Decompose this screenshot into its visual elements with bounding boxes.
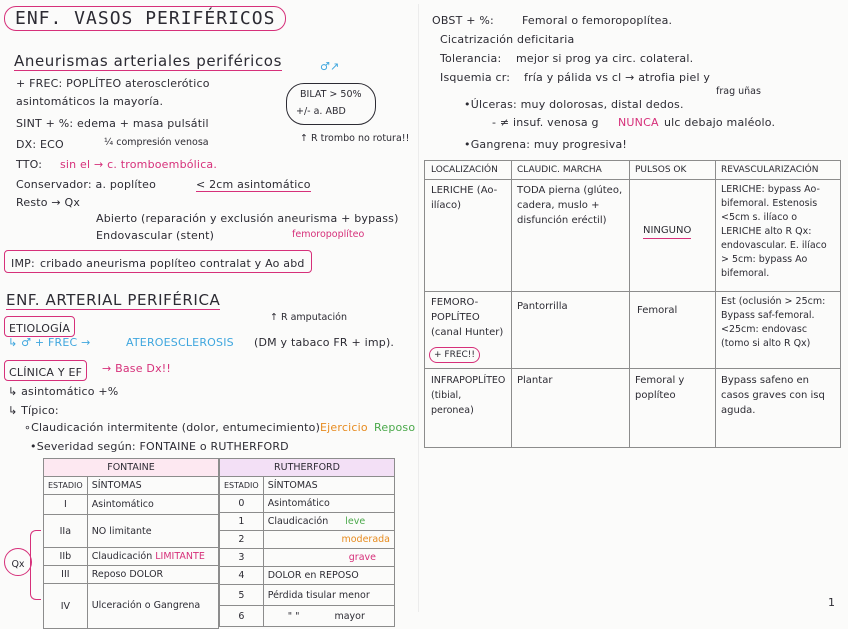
fontaine-limitante: LIMITANTE bbox=[155, 551, 205, 562]
tto-text: sin el → c. tromboembólica. bbox=[60, 158, 218, 171]
rutherford-table bbox=[219, 458, 395, 627]
fontaine-col-estadio: ESTADIO bbox=[44, 477, 88, 495]
table-hline bbox=[425, 368, 840, 369]
row-leriche-claud: TODA pierna (glúteo, cadera, muslo + disfunción eréctil) bbox=[517, 185, 623, 226]
rutherford-estadio: 3 bbox=[220, 549, 264, 567]
qx-label: Qx bbox=[11, 559, 25, 570]
aneurisma-sint: SINT + %: edema + masa pulsátil bbox=[16, 117, 209, 130]
mort-text: +/- a. ABD bbox=[296, 106, 346, 117]
rutherford-title: RUTHERFORD bbox=[220, 459, 395, 477]
etio-rest: (DM y tabaco FR + imp). bbox=[254, 336, 395, 349]
etiologia-box bbox=[4, 316, 75, 337]
tto-label: TTO: bbox=[16, 158, 43, 171]
rutherford-estadio: 2 bbox=[220, 531, 264, 549]
fontaine-sintomas: Ulceración o Gangrena bbox=[87, 584, 218, 629]
aneurisma-dx: DX: ECO bbox=[16, 138, 64, 151]
fontaine-sintomas: Claudicación bbox=[91, 551, 153, 562]
rutherford-sintomas-cell bbox=[263, 513, 394, 531]
localizacion-table bbox=[424, 160, 841, 448]
rutherford-sintomas-cell bbox=[263, 606, 394, 627]
tolerancia-label: Tolerancia: bbox=[440, 52, 502, 65]
rutherford-extra: leve bbox=[345, 516, 366, 527]
row-femoro-claud: Pantorrilla bbox=[517, 301, 568, 312]
row-leriche-pulsos: NINGUNO bbox=[643, 223, 691, 239]
aneurisma-dx-note: ¼ compresión venosa bbox=[104, 137, 209, 148]
fontaine-sintomas: Asintomático bbox=[87, 495, 218, 515]
insuf-prefix: - ≠ insuf. venosa g bbox=[492, 116, 599, 129]
column-divider bbox=[418, 4, 419, 612]
fontaine-col-sintomas: SÍNTOMAS bbox=[87, 477, 218, 495]
row-leriche-revasc: LERICHE: bypass Ao-bifemoral. Estenosis <5cm s. ilíaco o LERICHE alto R Qx: endovascular. E. ilíaco > 5cm: bypass Ao bifemoral. bbox=[721, 184, 827, 279]
fontaine-table bbox=[43, 458, 219, 629]
rutherford-sintomas: Pérdida tisular menor bbox=[263, 585, 394, 606]
page-title-box bbox=[4, 6, 286, 31]
row-leriche-loc: LERICHE (Ao-ilíaco) bbox=[431, 185, 498, 211]
isquemia-cont: frag uñas bbox=[716, 86, 761, 97]
table-vline bbox=[511, 161, 512, 447]
fontaine-estadio: IV bbox=[44, 584, 88, 629]
rutherford-col-sintomas: SÍNTOMAS bbox=[263, 477, 394, 495]
table-hline bbox=[425, 179, 840, 180]
header-localizacion: LOCALIZACIÓN bbox=[431, 165, 498, 175]
header-claudic: CLAUDIC. MARCHA bbox=[517, 165, 602, 175]
trombo-note: ↑ R trombo no rotura!! bbox=[300, 133, 410, 144]
rutherford-extra: moderada bbox=[341, 534, 390, 545]
ampu-note: ↑ R amputación bbox=[270, 312, 347, 323]
cicatrizacion-text: Cicatrización deficitaria bbox=[440, 33, 575, 46]
abierto-text: Abierto (reparación y exclusión aneurisma + bypass) bbox=[96, 212, 399, 225]
eap-asint: ↳ asintomático +% bbox=[8, 385, 119, 398]
right-column bbox=[420, 0, 848, 616]
etio-prefix: ↳ ♂ + FREC → bbox=[8, 336, 91, 349]
aneurismas-heading: Aneurismas arteriales periféricos bbox=[14, 52, 282, 70]
rutherford-sintomas-cell bbox=[263, 531, 394, 549]
left-column bbox=[0, 0, 418, 622]
insuf-nunca: NUNCA bbox=[618, 116, 659, 129]
aneurisma-asint: asintomáticos la mayoría. bbox=[16, 95, 164, 108]
rutherford-extra: mayor bbox=[334, 610, 365, 622]
tolerancia-text: mejor si prog ya circ. colateral. bbox=[516, 52, 694, 65]
conservador-value: < 2cm asintomático bbox=[196, 178, 311, 191]
rutherford-estadio: 0 bbox=[220, 495, 264, 513]
fontaine-estadio: III bbox=[44, 566, 88, 584]
fontaine-sintomas: Reposo DOLOR bbox=[87, 566, 218, 584]
ulceras-text: •Úlceras: muy dolorosas, distal dedos. bbox=[464, 98, 684, 111]
endo-note: femoropoplíteo bbox=[292, 229, 365, 240]
obst-text: Femoral o femoropoplítea. bbox=[522, 14, 673, 27]
rutherford-estadio: 1 bbox=[220, 513, 264, 531]
eap-heading: ENF. ARTERIAL PERIFÉRICA bbox=[6, 291, 221, 309]
rutherford-sintomas: DOLOR en REPOSO bbox=[263, 567, 394, 585]
gangrena-text: •Gangrena: muy progresiva! bbox=[464, 138, 628, 151]
male-sign: ♂↗ bbox=[320, 60, 340, 73]
fontaine-sintomas: NO limitante bbox=[87, 515, 218, 548]
clinica-box bbox=[4, 360, 87, 381]
etiologia-label: ETIOLOGÍA bbox=[9, 322, 71, 335]
isquemia-label: Isquemia cr: bbox=[440, 71, 511, 84]
claudicacion-text: ∘Claudicación intermitente (dolor, entumecimiento) bbox=[24, 421, 321, 434]
row-infra-claud: Plantar bbox=[517, 375, 553, 386]
rutherford-sintomas: Asintomático bbox=[263, 495, 394, 513]
row-infra-revasc: Bypass safeno en casos graves con isq aguda. bbox=[721, 375, 825, 416]
clinica-arrow: → Base Dx!! bbox=[102, 362, 171, 375]
bilat-text: BILAT > 50% bbox=[300, 89, 362, 100]
severidad-text: •Severidad según: FONTAINE o RUTHERFORD bbox=[30, 440, 289, 453]
header-pulsos: PULSOS OK bbox=[635, 165, 687, 175]
fontaine-title: FONTAINE bbox=[44, 459, 219, 477]
etio-ateroesclerosis: ATEROESCLEROSIS bbox=[126, 336, 234, 349]
page-number: 1 bbox=[828, 596, 836, 609]
table-vline bbox=[715, 161, 716, 447]
rutherford-sintomas: " " bbox=[287, 610, 300, 622]
row-infra-loc: INFRAPOPLÍTEO (tibial, peronea) bbox=[431, 375, 506, 416]
imp-box bbox=[4, 250, 312, 273]
page-title: ENF. VASOS PERIFÉRICOS bbox=[15, 8, 276, 29]
rutherford-sintomas: Claudicación bbox=[267, 516, 329, 527]
ejercicio-text: Ejercicio bbox=[320, 421, 368, 434]
endo-text: Endovascular (stent) bbox=[96, 229, 215, 242]
isquemia-text: fría y pálida vs cl → atrofia piel y bbox=[524, 71, 711, 84]
imp-text: cribado aneurisma poplíteo contralat y Ao abd bbox=[39, 257, 305, 270]
insuf-rest: ulc debajo maléolo. bbox=[664, 116, 776, 129]
fontaine-estadio: IIb bbox=[44, 548, 88, 566]
row-femoro-revasc: Est (oclusión > 25cm: Bypass saf-femoral. <25cm: endovasc (tomo si alto R Qx) bbox=[721, 296, 826, 349]
header-revasc: REVASCULARIZACIÓN bbox=[721, 165, 819, 175]
fontaine-estadio: IIa bbox=[44, 515, 88, 548]
row-femoro-badge: + FREC!! bbox=[429, 347, 480, 363]
row-femoro-pulsos: Femoral bbox=[637, 305, 678, 316]
reposo-text: Reposo bbox=[374, 421, 416, 434]
obst-label: OBST + %: bbox=[432, 14, 494, 27]
clinica-label: CLÍNICA Y EF bbox=[9, 366, 83, 379]
fontaine-sintomas-cell bbox=[87, 548, 218, 566]
rutherford-extra: grave bbox=[348, 552, 376, 563]
row-femoro-loc: FEMORO-POPLÍTEO (canal Hunter) bbox=[431, 297, 504, 338]
conservador-label: Conservador: a. poplíteo bbox=[16, 178, 157, 191]
resto-label: Resto → Qx bbox=[16, 196, 81, 209]
imp-label: IMP: bbox=[11, 257, 35, 270]
rutherford-estadio: 5 bbox=[220, 585, 264, 606]
fontaine-estadio: I bbox=[44, 495, 88, 515]
table-vline bbox=[629, 161, 630, 447]
rutherford-estadio: 4 bbox=[220, 567, 264, 585]
qx-circle bbox=[4, 548, 32, 576]
rutherford-sintomas-cell bbox=[263, 549, 394, 567]
aneurisma-frec: + FREC: POPLÍTEO aterosclerótico bbox=[16, 77, 210, 90]
rutherford-col-estadio: ESTADIO bbox=[220, 477, 264, 495]
table-hline bbox=[425, 291, 840, 292]
eap-tipico: ↳ Típico: bbox=[8, 404, 59, 417]
row-infra-pulsos: Femoral y poplíteo bbox=[635, 375, 685, 401]
rutherford-estadio: 6 bbox=[220, 606, 264, 627]
